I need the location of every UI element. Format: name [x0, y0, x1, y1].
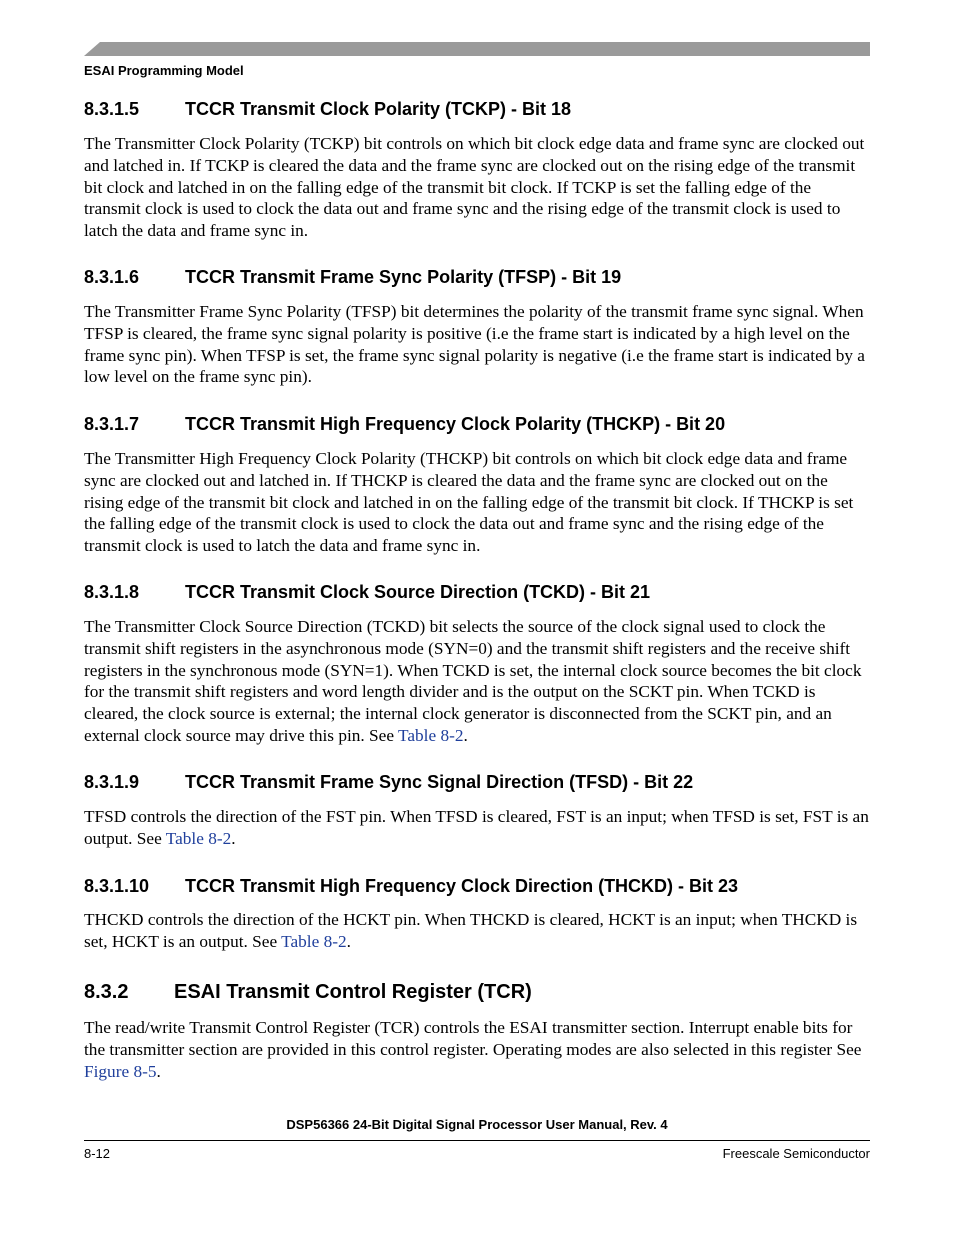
- section-heading: [84, 414, 725, 435]
- paragraph-text: The Transmitter High Frequency Clock Polarity (THCKP) bit controls on which bit clock edge data and frame sync are clocked out and latched in. If THCKP is cleared the data and the frame sync are clocked out on the rising edge of the transmit bit clock and latched in on the falling edge of the transmit bit clock. If THCKP is set the falling edge of the transmit clock is used to clock the data out and frame sync and the rising edge of the transmit clock is used to latch the data and frame sync in.: [84, 449, 854, 556]
- section-paragraph: [84, 301, 870, 388]
- paragraph-text: The Transmitter Clock Source Direction (TCKD) bit selects the source of the clock signal used to clock the transmit shift registers in the asynchronous mode (SYN=0) and the transmit shift registers and the receive shift registers in the synchronous mode (SYN=1). When TCKD is set, the internal clock source becomes the bit clock for the transmit shift registers and word length divider and is the output on the SCKT pin. When TCKD is cleared, the clock source is external; the internal clock generator is disconnected from the SCKT pin, and an external clock source may drive this pin. See: [84, 617, 862, 745]
- header-bar: [84, 42, 870, 56]
- section-heading: [84, 772, 693, 793]
- section-title: TCCR Transmit High Frequency Clock Direction (THCKD) - Bit 23: [185, 876, 739, 896]
- paragraph-tail: .: [463, 725, 468, 745]
- section-heading: [84, 99, 571, 120]
- section-heading: [84, 582, 650, 603]
- footer-divider: [84, 1140, 870, 1141]
- table-8-2-link[interactable]: Table 8-2: [398, 725, 464, 745]
- section-paragraph: [84, 616, 870, 747]
- paragraph-text: The Transmitter Clock Polarity (TCKP) bit controls on which bit clock edge data and frame sync are clocked out and latched in. If TCKP is cleared the data and the frame sync are clocked out on the rising edge of the transmit bit clock and latched in on the falling edge of the transmit bit clock. If TCKP is set the falling edge of the transmit clock is used to clock the data out and frame sync and the rising edge of the transmit clock is used to latch the data and frame sync in.: [84, 134, 865, 241]
- table-8-2-link[interactable]: Table 8-2: [281, 931, 347, 951]
- section-heading: [84, 267, 621, 288]
- section-heading: [84, 981, 532, 1004]
- section-number: 8.3.1.6: [84, 267, 140, 287]
- paragraph-text: THCKD controls the direction of the HCKT pin. When THCKD is cleared, HCKT is an input; when THCKD is set, HCKT is an output. See: [84, 910, 858, 951]
- paragraph-text: TFSD controls the direction of the FST pin. When TFSD is cleared, FST is an input; when TFSD is set, FST is an output. See: [84, 807, 869, 848]
- section-paragraph: [84, 909, 870, 953]
- section-number: 8.3.1.9: [84, 772, 140, 792]
- section-number: 8.3.1.8: [84, 582, 140, 602]
- page-number: 8-12: [84, 1146, 111, 1161]
- section-paragraph: [84, 1017, 870, 1082]
- section-number: 8.3.1.7: [84, 414, 140, 434]
- running-head: ESAI Programming Model: [84, 63, 244, 78]
- section-title: TCCR Transmit High Frequency Clock Polarity (THCKP) - Bit 20: [185, 414, 726, 434]
- paragraph-tail: .: [346, 931, 351, 951]
- paragraph-tail: .: [231, 828, 236, 848]
- section-title: TCCR Transmit Frame Sync Signal Direction (TFSD) - Bit 22: [185, 772, 694, 792]
- section-paragraph: [84, 133, 870, 242]
- section-title: TCCR Transmit Frame Sync Polarity (TFSP) - Bit 19: [185, 267, 622, 287]
- section-paragraph: [84, 448, 870, 557]
- paragraph-tail: .: [156, 1061, 161, 1081]
- section-title: TCCR Transmit Clock Source Direction (TCKD) - Bit 21: [185, 582, 651, 602]
- section-heading: [84, 876, 738, 897]
- section-number: 8.3.2: [84, 981, 129, 1003]
- section-paragraph: [84, 806, 870, 850]
- paragraph-text: The read/write Transmit Control Register (TCR) controls the ESAI transmitter section. Interrupt enable bits for the transmitter section are provided in this control register. Operating modes are also selected in this register See: [84, 1018, 862, 1059]
- section-number: 8.3.1.10: [84, 876, 150, 896]
- footer-title: DSP56366 24-Bit Digital Signal Processor User Manual, Rev. 4: [286, 1117, 668, 1132]
- table-8-2-link[interactable]: Table 8-2: [165, 828, 232, 848]
- company-name: Freescale Semiconductor: [722, 1146, 870, 1161]
- section-number: 8.3.1.5: [84, 99, 140, 119]
- paragraph-text: The Transmitter Frame Sync Polarity (TFSP) bit determines the polarity of the transmit frame sync signal. When TFSP is cleared, the frame sync signal polarity is positive (i.e the frame start is indicated by a high level on the frame sync pin). When TFSP is set, the frame sync signal polarity is negative (i.e the frame start is indicated by a low level on the frame sync pin).: [84, 302, 865, 387]
- section-title: ESAI Transmit Control Register (TCR): [174, 981, 532, 1003]
- section-title: TCCR Transmit Clock Polarity (TCKP) - Bit 18: [185, 99, 572, 119]
- figure-8-5-link[interactable]: Figure 8-5: [84, 1061, 157, 1081]
